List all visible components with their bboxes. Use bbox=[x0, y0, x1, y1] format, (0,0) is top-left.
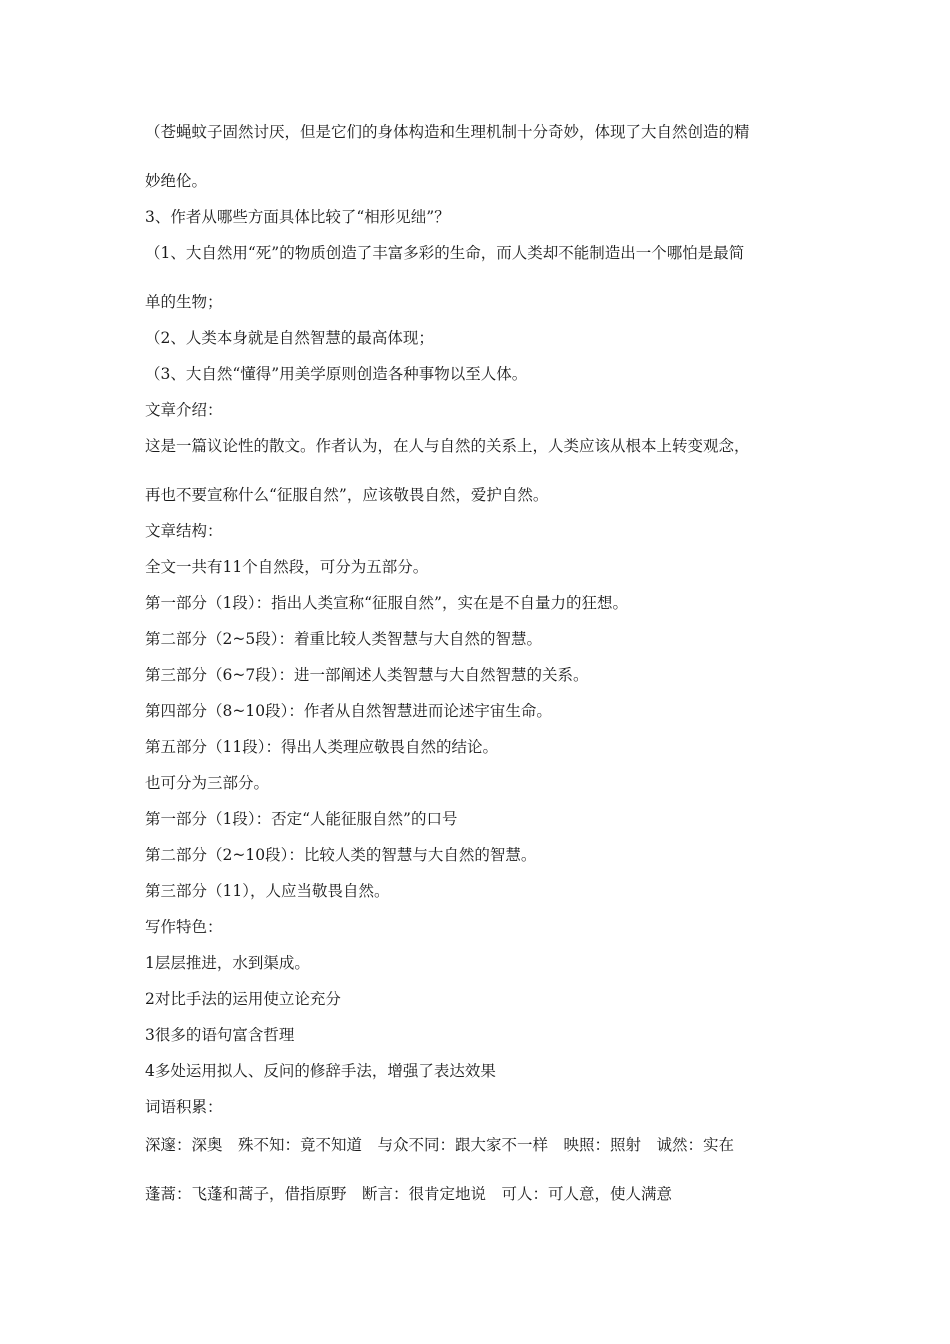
section-heading: 文章结构： bbox=[145, 522, 223, 540]
paragraph-line: 第一部分（1段）：否定“人能征服自然”的口号 bbox=[145, 810, 458, 828]
paragraph-line: 第五部分（11段）：得出人类理应敬畏自然的结论。 bbox=[145, 738, 498, 756]
paragraph-line: 第四部分（8~10段）：作者从自然智慧进而论述宇宙生命。 bbox=[145, 702, 552, 720]
paragraph-line: 2对比手法的运用使立论充分 bbox=[145, 990, 341, 1008]
paragraph-line: 第二部分（2~5段）：着重比较人类智慧与大自然的智慧。 bbox=[145, 630, 542, 648]
paragraph-line: 这是一篇议论性的散文。作者认为，在人与自然的关系上，人类应该从根本上转变观念， bbox=[145, 437, 750, 455]
paragraph-line: 第一部分（1段）：指出人类宣称“征服自然”，实在是不自量力的狂想。 bbox=[145, 594, 628, 612]
paragraph-line: 第二部分（2~10段）：比较人类的智慧与大自然的智慧。 bbox=[145, 846, 537, 864]
paragraph-line: 深邃：深奥 殊不知：竟不知道 与众不同：跟大家不一样 映照：照射 诚然：实在 bbox=[145, 1136, 735, 1154]
paragraph-line: 再也不要宣称什么“征服自然”，应该敬畏自然，爱护自然。 bbox=[145, 486, 549, 504]
paragraph-line: （2、人类本身就是自然智慧的最高体现； bbox=[145, 329, 434, 347]
section-heading: 文章介绍： bbox=[145, 401, 223, 419]
paragraph-line: 第三部分（11），人应当敬畏自然。 bbox=[145, 882, 390, 900]
document-body bbox=[145, 122, 815, 1204]
paragraph-line: 全文一共有11个自然段，可分为五部分。 bbox=[145, 558, 429, 576]
paragraph-line: （苍蝇蚊子固然讨厌，但是它们的身体构造和生理机制十分奇妙，体现了大自然创造的精 bbox=[145, 123, 750, 141]
paragraph-line: （1、大自然用“死”的物质创造了丰富多彩的生命，而人类却不能制造出一个哪怕是最简 bbox=[145, 244, 745, 262]
paragraph-line: 第三部分（6~7段）：进一部阐述人类智慧与大自然智慧的关系。 bbox=[145, 666, 589, 684]
paragraph-line: 4多处运用拟人、反问的修辞手法，增强了表达效果 bbox=[145, 1062, 496, 1080]
paragraph-line: 单的生物； bbox=[145, 293, 223, 311]
section-heading: 写作特色： bbox=[145, 918, 223, 936]
question-heading: 3、作者从哪些方面具体比较了“相形见绌”？ bbox=[145, 208, 450, 226]
paragraph-line: （3、大自然“懂得”用美学原则创造各种事物以至人体。 bbox=[145, 365, 528, 383]
paragraph-line: 1层层推进，水到渠成。 bbox=[145, 954, 310, 972]
paragraph-line: 妙绝伦。 bbox=[145, 172, 208, 190]
paragraph-line: 3很多的语句富含哲理 bbox=[145, 1026, 295, 1044]
section-heading: 词语积累： bbox=[145, 1098, 223, 1116]
paragraph-line: 也可分为三部分。 bbox=[145, 774, 270, 792]
paragraph-line: 蓬蒿：飞蓬和蒿子，借指原野 断言：很肯定地说 可人：可人意，使人满意 bbox=[145, 1185, 673, 1203]
